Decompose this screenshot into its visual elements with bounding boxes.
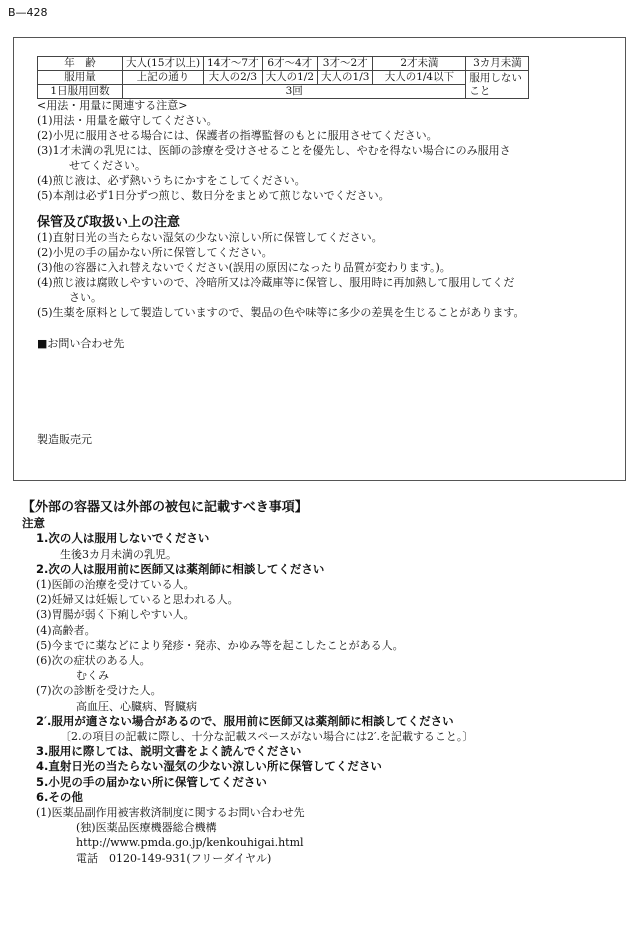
list-item: (2)小児に服用させる場合には、保護者の指導監督のもとに服用させてください。 [37, 129, 438, 142]
table-row [38, 71, 529, 85]
manufacturer-label: 製造販売元 [37, 433, 92, 446]
note-label: 注意 [22, 516, 45, 531]
list-item: 2′.服用が適さない場合があるので、服用前に医師又は薬剤師に相談してください [36, 713, 454, 728]
amount-header: 服用量 [38, 71, 123, 85]
outer-heading: 【外部の容器又は外部の被包に記載すべき事項】 [22, 500, 308, 515]
list-item: (2)妊婦又は妊娠していると思われる人。 [36, 593, 239, 607]
amount-cell: 大人の1/3 [318, 71, 373, 85]
table-row [38, 57, 529, 71]
list-item: 4.直射日光の当たらない湿気の少ない涼しい所に保管してください [36, 759, 382, 774]
list-item: 1.次の人は服用しないでください [36, 531, 210, 546]
list-item: (3)1才未満の乳児には、医師の診療を受けさせることを優先し、やむを得ない場合にのみ服用さ [37, 144, 511, 157]
amount-cell: 大人の2/3 [204, 71, 263, 85]
list-item: 高血圧、心臓病、腎臓病 [76, 699, 197, 713]
daily-header: 1日服用回数 [38, 85, 123, 99]
list-item: (1)用法・用量を厳守してください。 [37, 114, 218, 127]
list-item: (5)生薬を原料として製造していますので、製品の色や味等に多少の差異を生じることがあります。 [37, 306, 525, 319]
not-use-cell: 服用しない こと [466, 71, 529, 99]
pmda-url: http://www.pmda.go.jp/kenkouhigai.html [76, 836, 304, 850]
dosage-table [37, 56, 533, 99]
outer-package-section [22, 500, 473, 866]
list-item: (3)他の容器に入れ替えないでください(誤用の原因になったり品質が変わります。)。 [37, 261, 451, 274]
list-item: 5.小児の手の届かない所に保管してください [36, 774, 267, 789]
phone-number: 電話 0120-149-931(フリーダイヤル) [76, 851, 272, 865]
list-item: (4)煎じ液は、必ず熱いうちにかすをこしてください。 [37, 174, 306, 187]
age-cell: 3カ月未満 [466, 57, 529, 71]
age-cell: 6才〜4才 [262, 57, 317, 71]
list-item: 6.その他 [36, 789, 83, 804]
inquiry-label: ■お問い合わせ先 [37, 337, 125, 350]
age-cell: 大人(15才以上) [123, 57, 204, 71]
page-id: B—428 [8, 6, 48, 19]
list-item: (4)高齢者。 [36, 623, 96, 637]
amount-cell: 上記の通り [123, 71, 204, 85]
list-item: (2)小児の手の届かない所に保管してください。 [37, 246, 273, 259]
list-item: (1)医薬品副作用被害救済制度に関するお問い合わせ先 [36, 806, 305, 820]
list-item: 3.服用に際しては、説明文書をよく読んでください [36, 744, 302, 759]
package-insert-box [13, 37, 626, 481]
daily-cell: 3回 [123, 85, 466, 99]
amount-cell: 大人の1/2 [262, 71, 317, 85]
age-header: 年 齢 [38, 57, 123, 71]
list-item: (5)本剤は必ず1日分ずつ煎じ、数日分をまとめて煎じないでください。 [37, 189, 390, 202]
list-item-continuation: せてください。 [69, 159, 146, 172]
list-item: (独)医薬品医療機器総合機構 [76, 821, 217, 835]
dosage-notes [37, 98, 511, 203]
age-cell: 2才未満 [373, 57, 466, 71]
dosage-notes-heading: <用法・用量に関連する注意> [37, 99, 188, 112]
list-item: (6)次の症状のある人。 [36, 654, 151, 668]
storage-heading: 保管及び取扱い上の注意 [37, 215, 181, 230]
list-item: 2.次の人は服用前に医師又は薬剤師に相談してください [36, 561, 325, 576]
list-item-continuation: さい。 [69, 291, 102, 304]
list-item: (7)次の診断を受けた人。 [36, 684, 162, 698]
storage-notes [37, 215, 524, 320]
list-item: (4)煎じ液は腐敗しやすいので、冷暗所又は冷蔵庫等に保管し、服用時に再加熱して服用してくだ [37, 276, 515, 289]
list-item: (3)胃腸が弱く下痢しやすい人。 [36, 608, 195, 622]
amount-cell: 大人の1/4以下 [373, 71, 466, 85]
list-item: (5)今までに薬などにより発疹・発赤、かゆみ等を起こしたことがある人。 [36, 638, 404, 652]
list-item: 生後3カ月未満の乳児。 [60, 547, 177, 561]
age-cell: 3才〜2才 [318, 57, 373, 71]
table-row [38, 85, 529, 99]
list-item: 〔2.の項目の記載に際し、十分な記載スペースがない場合には2′.を記載すること。〕 [60, 730, 474, 744]
list-item: (1)医師の治療を受けている人。 [36, 578, 195, 592]
age-cell: 14才〜7才 [204, 57, 263, 71]
list-item: (1)直射日光の当たらない湿気の少ない涼しい所に保管してください。 [37, 231, 383, 244]
list-item: むくみ [76, 669, 109, 683]
